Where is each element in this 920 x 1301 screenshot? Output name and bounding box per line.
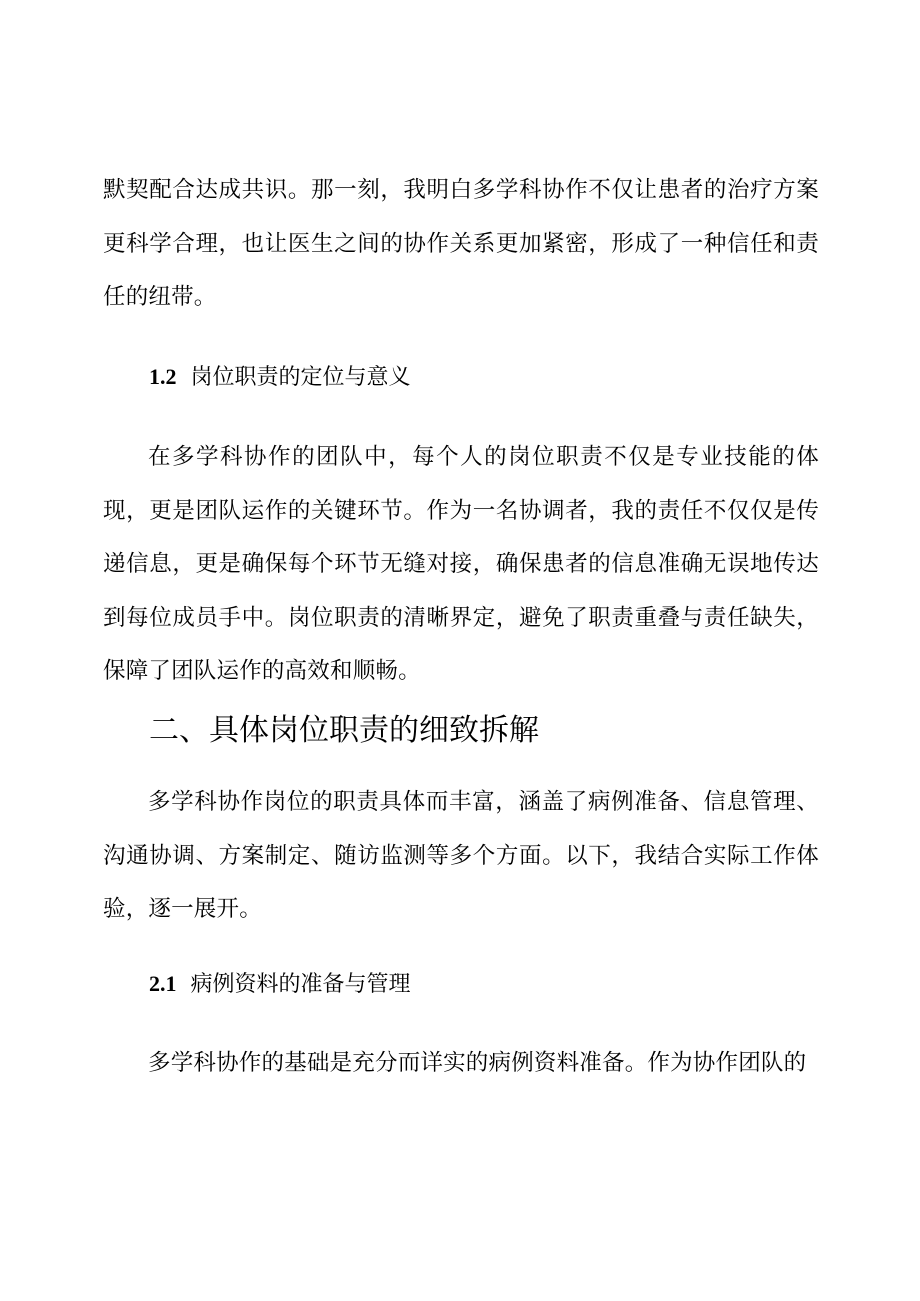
- section-title: 病例资料的准备与管理: [190, 972, 411, 997]
- section-title: 岗位职责的定位与意义: [190, 365, 411, 390]
- paragraph-text: 在多学科协作的团队中，每个人的岗位职责不仅是专业技能的体现，更是团队运作的关键环节。作为一名协调者，我的责任不仅仅是传递信息，更是确保每个环节无缝对接，确保患者的信息准确无误地传达到每位成员手中。岗位职责的清晰界定，避免了职责重叠与责任缺失，保障了团队运作的高效和顺畅。: [103, 444, 819, 684]
- chapter-heading: 二、具体岗位职责的细致拆解: [149, 713, 539, 748]
- paragraph-text: 默契配合达成共识。那一刻，我明白多学科协作不仅让患者的治疗方案更科学合理，也让医生之间的协作关系更加紧密，形成了一种信任和责任的纽带。: [103, 177, 819, 310]
- section-heading-2-1: [149, 969, 411, 1000]
- section-number: 2.1: [149, 971, 177, 996]
- paragraph-text: 多学科协作的基础是充分而详实的病例资料准备。作为协作团队的: [148, 1050, 807, 1076]
- section-heading-1-2: [149, 362, 411, 393]
- section-number: 1.2: [149, 364, 177, 389]
- paragraph-text: 多学科协作岗位的职责具体而丰富，涵盖了病例准备、信息管理、沟通协调、方案制定、随访监测等多个方面。以下，我结合实际工作体验，逐一展开。: [103, 789, 819, 922]
